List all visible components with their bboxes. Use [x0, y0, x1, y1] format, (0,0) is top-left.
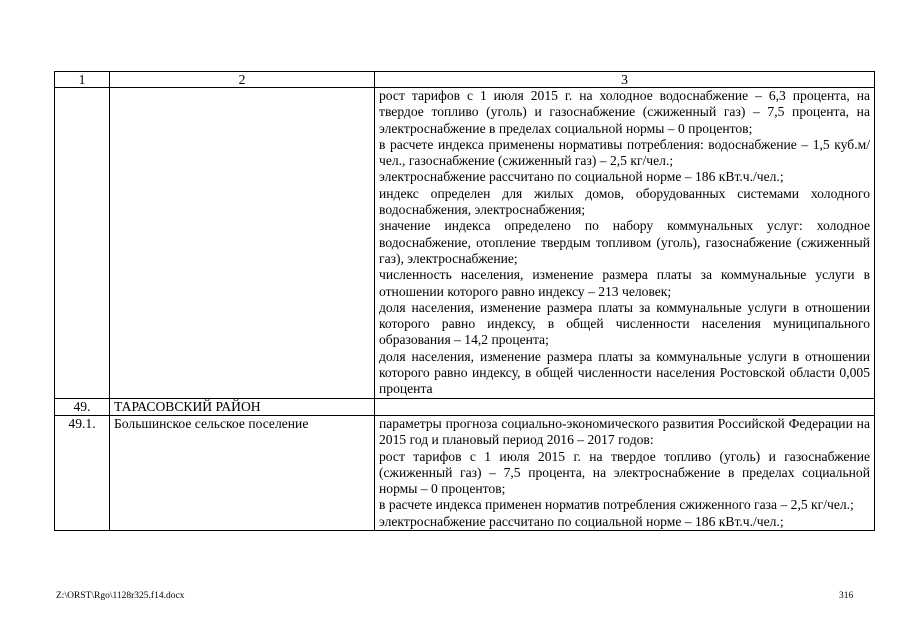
table-row-continuation	[55, 88, 875, 399]
district-number-cell: 49.	[55, 398, 110, 415]
description-paragraph: в расчете индекса применен норматив потребления сжиженного газа – 2,5 кг/чел.;	[379, 497, 854, 513]
description-paragraph: доля населения, изменение размера платы за коммунальные услуги в отношении которого равно индексу, в общей численности населения Ростовской области 0,005 процента	[379, 348, 870, 397]
settlement-name-cell: Большинское сельское поселение	[110, 415, 375, 530]
settlement-description-cell	[375, 415, 875, 530]
header-cell-2: 2	[110, 72, 375, 88]
header-cell-1: 1	[55, 72, 110, 88]
settlement-number-cell: 49.1.	[55, 415, 110, 530]
footer-page-number: 316	[839, 591, 854, 601]
description-paragraph: значение индекса определено по набору коммунальных услуг: холодное водоснабжение, отопление твердым топливом (уголь), газоснабжение (сжиженный газ), электроснабжение;	[379, 218, 870, 266]
description-paragraph: электроснабжение рассчитано по социальной норме – 186 кВт.ч./чел.;	[379, 169, 784, 185]
table-row-settlement	[55, 415, 875, 530]
district-name-cell: ТАРАСОВСКИЙ РАЙОН	[110, 398, 375, 415]
document-table	[54, 71, 875, 531]
description-paragraph: доля населения, изменение размера платы за коммунальные услуги в отношении которого равно индексу, в общей численности населения муниципального образования – 14,2 процента;	[379, 299, 870, 348]
row-description-cell	[375, 88, 875, 399]
description-paragraph: электроснабжение рассчитано по социальной норме – 186 кВт.ч./чел.;	[379, 513, 784, 529]
header-cell-3: 3	[375, 72, 875, 88]
table-header-row	[55, 72, 875, 88]
row-name-cell	[110, 88, 375, 399]
description-paragraph: рост тарифов с 1 июля 2015 г. на холодное водоснабжение – 6,3 процента, на твердое топливо (уголь) и газоснабжение (сжиженный газ) – 7,5 процента, на электроснабжение в пределах социальной нормы – 0 процентов;	[379, 88, 870, 136]
row-number-cell	[55, 88, 110, 399]
description-paragraph: параметры прогноза социально-экономического развития Российской Федерации на 2015 год и плановый период 2016 – 2017 годов:	[379, 415, 870, 448]
description-paragraph: индекс определен для жилых домов, оборудованных системами холодного водоснабжения, электроснабжения;	[379, 185, 870, 218]
table-row-district	[55, 398, 875, 415]
description-paragraph: в расчете индекса применены нормативы потребления: водоснабжение – 1,5 куб.м/чел., газоснабжение (сжиженный газ) – 2,5 кг/чел.;	[379, 136, 870, 169]
description-paragraph: численность населения, изменение размера платы за коммунальные услуги в отношении которого равно индексу – 213 человек;	[379, 267, 870, 299]
description-paragraph: рост тарифов с 1 июля 2015 г. на твердое топливо (уголь) и газоснабжение (сжиженный газ) – 7,5 процента, на электроснабжение в пределах социальной нормы – 0 процентов;	[379, 448, 870, 497]
district-description-cell	[375, 398, 875, 415]
footer-file-path: Z:\ORST\Rgo\1128r325.f14.docx	[56, 591, 185, 601]
